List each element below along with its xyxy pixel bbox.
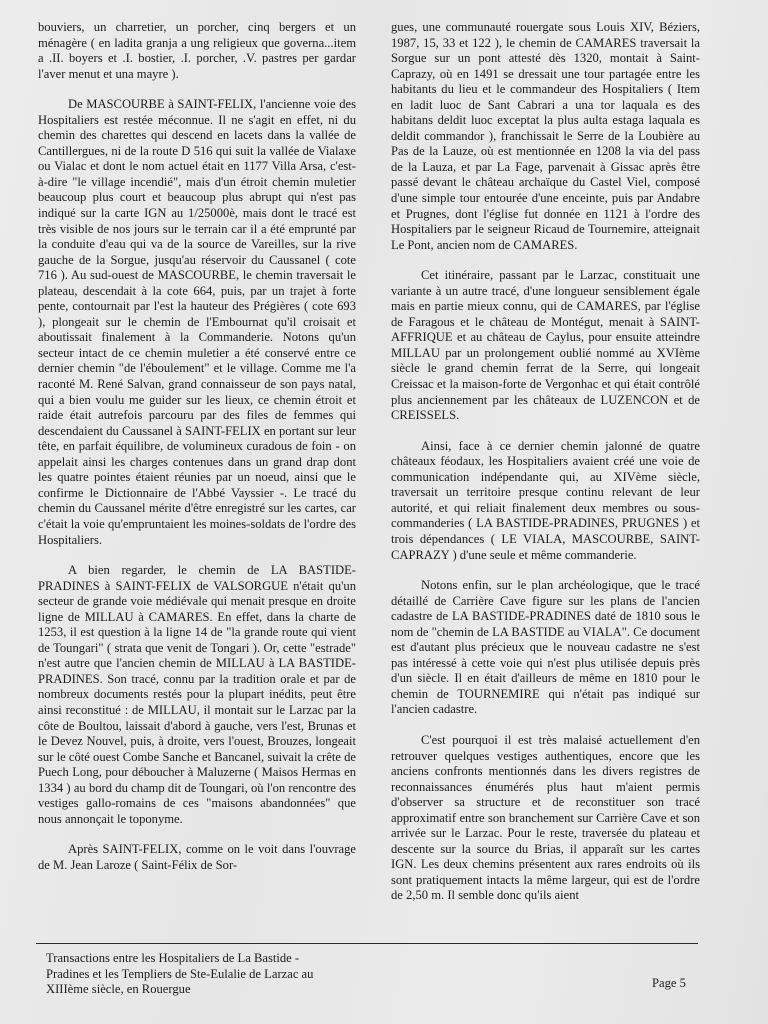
footer-line: XIIIème siècle, en Rouergue xyxy=(46,982,191,996)
left-text-column xyxy=(38,20,356,873)
paragraph: bouviers, un charretier, un porcher, cinq bergers et un ménagère ( en ladita granja a ung religieux que governa...item a .II. boyers et .I. bostier, .I. porcher, .V. pastres per gardar l'aver menut et una mayre ). xyxy=(38,20,356,81)
paragraph: C'est pourquoi il est très malaisé actuellement d'en retrouver quelques vestiges authentiques, encore que les anciens confronts mentionnés dans les divers registres de reconnaissances énumérés plus haut m'aient permis d'observer sa structure et de reconstituer son tracé approximatif entre son branchement sur Carrière Cave et son arrivée sur le Larzac. Pour le reste, traversée du plateau et descente sur la source du Brias, il apparaît sur les cartes IGN. Les deux chemins présentent aux rares endroits où ils sont pratiquement intacts la même largeur, qui est de l'ordre de 2,50 m. Il semble donc qu'ils aient xyxy=(391,732,700,903)
footer-line: Pradines et les Templiers de Ste-Eulalie de Larzac au xyxy=(46,966,314,981)
paragraph: Après SAINT-FELIX, comme on le voit dans l'ouvrage de M. Jean Laroze ( Saint-Félix de Sor- xyxy=(38,842,356,872)
footer-divider xyxy=(36,943,698,944)
page-number: Page 5 xyxy=(652,976,686,990)
paragraph: A bien regarder, le chemin de LA BASTIDE-PRADINES à SAINT-FELIX de VALSORGUE n'était qu'un secteur de grande voie médiévale qui menait presque en droite ligne de MILLAU à CAMARES. En effet, dans la charte de 1253, il est question à la ligne 14 de "la grande route qui vient de Toungari" ( strata que venit de Tongari ). Or, cette "estrade" n'est autre que l'ancien chemin de MILLAU à LA BASTIDE-PRADINES. Son tracé, connu par la tradition orale et par de nombreux documents restés pour la plupart inédits, peut être ainsi reconstitué : de MILLAU, il montait sur le Larzac par la côte de Boultou, laissait d'abord à gauche, vers l'est, Brunas et le Devez Nouvel, puis, à droite, vers l'ouest, Brouzes, longeait sur le côté ouest Combe Sanche et Bancanel, suivait la crête de Puech Long, pour déboucher à Maluzerne ( Maisos Hermas en 1334 ) au bord du champ dit de Toungari, où l'on rencontre des vestiges gallo-romains de ces "maisons abandonnées" que nous annonçait le toponyme. xyxy=(38,563,356,826)
paragraph: Ainsi, face à ce dernier chemin jalonné de quatre châteaux féodaux, les Hospitaliers avaient créé une voie de communication indépendante qui, au XIVème siècle, traversait un territoire presque continu relevant de leur autorité, et qui reliait finalement deux membres ou sous-commanderies ( LA BASTIDE-PRADINES, PRUGNES ) et trois dépendances ( LE VIALA, MASCOURBE, SAINT-CAPRAZY ) d'une seule et même commanderie. xyxy=(391,438,700,562)
paragraph: Cet itinéraire, passant par le Larzac, constituait une variante à un autre tracé, d'une longueur sensiblement égale mais en partie mieux connu, qui de CAMARES, par l'église de Faragous et le château de Montégut, menait à SAINT-AFFRIQUE et au château de Caylus, pour ensuite atteindre MILLAU par un prolongement oublié nommé au XVIème siècle le grand chemin ferrat de la Serre, qui longeait Creissac et la maison-forte de Vergonhac et qui était contrôlé plus anciennement par les châteaux de LUZENCON et de CREISSELS. xyxy=(391,268,700,423)
running-footer xyxy=(46,951,376,998)
right-text-column xyxy=(391,20,700,904)
paragraph: De MASCOURBE à SAINT-FELIX, l'ancienne voie des Hospitaliers est restée méconnue. Il ne s'agit en effet, ni du chemin des charettes qui descend en lacets dans la vallée de Cantillergues, ni de la route D 516 qui suit la vallée de Vialaxe ou Vialac et dont le nom actuel était en 1177 Villa Arsa, c'est-à-dire "le village incendié", mais d'un étroit chemin muletier beaucoup plus court et beaucoup plus abrupt qui n'est pas indiqué sur la carte IGN au 1/25000è, mais dont le tracé est très visible de nos jours sur le terrain car il a été emprunté par la conduite d'eau qui va de la source de Vareilles, sur la rive gauche de la Sorgue, jusqu'au réservoir du Caussanel ( cote 716 ). Au sud-ouest de MASCOURBE, le chemin traversait le plateau, descendait à la cote 664, puis, par un trajet à forte pente, contournait par l'est la hauteur des Prégières ( cote 693 ), plongeait sur le chemin de l'Embournat qu'il croisait et aboutissait finalement à la Commanderie. Notons qu'un secteur intact de ce chemin muletier a été conservé entre ce dernier chemin "de l'éboulement" et le village. Comme me l'a raconté M. René Salvan, grand connaisseur de son pays natal, qui a bien voulu me guider sur les lieux, ce chemin étroit et raide était autrefois parcouru par des files de femmes qui descendaient du Caussanel à SAINT-FELIX en portant sur leur tête, en parfait équilibre, de volumineux curadous de foin - on appelait ainsi les charges contenues dans un grand drap dont les quatre pointes étaient réunies par un noeud, ainsi que le confirme le Dictionnaire de l'Abbé Vayssier -. Le tracé du chemin du Caussanel mérite d'être enregistré sur les cartes, car c'était la voie qu'empruntaient les moines-soldats de l'ordre des Hospitaliers. xyxy=(38,97,356,547)
paragraph: gues, une communauté rouergate sous Louis XIV, Béziers, 1987, 15, 33 et 122 ), le chemin de CAMARES traversait la Sorgue sur un pont attesté dès 1320, montait à Saint-Caprazy, où en 1491 se dressait une tour partagée entre les habitants du lieu et le commandeur des Hospitaliers ( Item en ladit luoc de Sant Cabrari a una tor laquala es des habitans deldit luoc exceptat la plus aulta estaga laquala es deldit commandor ), franchissait le Serre de la Loubière au Pas de la Lauze, où est mentionnée en 1208 la via del pass de la Lauza, et par La Fage, parvenait à Gissac après être passé devant le château archaïque du Castel Viel, composé d'une simple tour entourée d'une enceinte, puis par Andabre et Prugnes, dont l'église fut donnée en 1121 à l'ordre des Hospitaliers par le seigneur Ricaud de Tournemire, atteignait Le Pont, ancien nom de CAMARES. xyxy=(391,20,700,252)
paragraph: Notons enfin, sur le plan archéologique, que le tracé détaillé de Carrière Cave figure sur les plans de l'ancien cadastre de LA BASTIDE-PRADINES daté de 1810 sous le nom de "chemin de LA BASTIDE au VIALA". Ce document est d'autant plus précieux que le nouveau cadastre ne s'est pas intéressé à cette voie qui n'est plus utilisée depuis près d'un siècle. Il en était d'ailleurs de même en 1810 pour le chemin de TOURNEMIRE qui n'était pas indiqué sur l'ancien cadastre. xyxy=(391,578,700,717)
footer-line: Transactions entre les Hospitaliers de La Bastide - xyxy=(46,951,300,965)
